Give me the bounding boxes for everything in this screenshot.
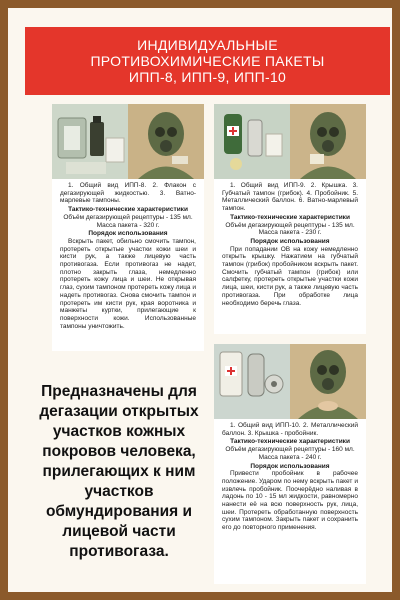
- soldier-gasmask-illustration: [128, 104, 204, 179]
- title-line-2: ПРОТИВОХИМИЧЕСКИЕ ПАКЕТЫ: [90, 53, 325, 69]
- ipp-9-caption: 1. Общий вид ИПП-9. 2. Крышка. 3. Губчатый тампон (грибок). 4. Пробойник. 5. Металлический баллон. 6. Ватно-марлевый тампон.: [222, 182, 358, 213]
- ipp-8-tth-mass: Масса пакета - 320 г.: [96, 221, 160, 229]
- ipp-9-tth-heading: Тактико-технические характеристики: [230, 213, 350, 221]
- photo-strip-ipp-9: [214, 104, 366, 179]
- title-line-1: ИНДИВИДУАЛЬНЫЕ: [137, 37, 278, 53]
- ipp-10-tth-heading: Тактико-технические характеристики: [230, 438, 350, 446]
- panel-ipp-9-text: [222, 182, 358, 307]
- ipp-8-usage-heading: Порядок использования: [88, 230, 168, 238]
- panel-ipp-8-text: [60, 182, 196, 330]
- ipp-9-usage-text: При попадании ОВ на кожу немедленно открыть крышку. Нажатием на губчатый тампон (грибок) пробойником вскрыть пакет. Смочить губчатый тампон (грибок) или салфетку, протереть открытые участки кожи лица, шеи, кисти рук, а также лицевую часть противогаза. При обработке лица необходимо беречь глаза.: [222, 245, 358, 307]
- title-line-3: ИПП-8, ИПП-9, ИПП-10: [128, 69, 287, 85]
- ipp-9-tth-volume: Объём дегазирующей рецептуры - 135 мл. Масса пакета - 230 г.: [225, 221, 355, 237]
- ipp-10-caption: 1. Общий вид ИПП-10. 2. Металлический баллон. 3. Крышка - пробойник.: [222, 422, 358, 437]
- panel-ipp-9: [214, 104, 366, 334]
- photo-strip-ipp-10: [214, 344, 366, 419]
- panel-ipp-8: [52, 104, 204, 351]
- ipp-10-kit-illustration: [214, 344, 290, 419]
- ipp-10-tth-mass: Масса пакета - 240 г.: [258, 453, 322, 461]
- ipp-8-caption: 1. Общий вид ИПП-8. 2. Флакон с дегазирующей жидкостью. 3. Ватно-марлевые тампоны.: [60, 182, 196, 205]
- panel-ipp-10-text: [222, 422, 358, 532]
- ipp-9-kit-illustration: [214, 104, 290, 179]
- soldier-gasmask-illustration: [290, 344, 366, 419]
- panel-ipp-10: [214, 344, 366, 584]
- ipp-10-usage-heading: Порядок использования: [250, 462, 330, 470]
- ipp-10-tth-volume: Объём дегазирующей рецептуры - 160 мл.: [225, 446, 355, 454]
- title-banner: [25, 27, 390, 95]
- ipp-10-usage-text: Привести пробойник в рабочее положение. Ударом по нему вскрыть пакет и извлечь пробойник. Поочерёдно наливая в ладонь по 10 - 15 мл жидкости, равномерно нанести её на всю поверхность рук, лица, шеи. Протереть обработанную поверхность сухим тампоном. Закрыть пакет и сохранить его до повторного применения.: [222, 470, 358, 532]
- photo-strip-ipp-8: [52, 104, 204, 179]
- ipp-9-usage-heading: Порядок использования: [250, 237, 330, 245]
- soldier-gasmask-illustration: [290, 104, 366, 179]
- purpose-statement: Предназначены для дегазации открытых участков кожных покровов человека, прилегающих к ним участков обмундирования и лицевой части противогаза.: [39, 383, 199, 560]
- ipp-8-tth-heading: Тактико-технические характеристики: [68, 206, 188, 214]
- ipp-8-kit-illustration: [52, 104, 128, 179]
- ipp-8-usage-text: Вскрыть пакет, обильно смочить тампон, протереть открытые участки кожи шеи и кисти рук, а также лицевую часть противогаза. Если противогаз не надет, плотно закрыть глаза, немедленно протереть кожу лица и шеи. Не открывая глаз, сухим тампоном протереть кожу лица и надеть противогаз. Снова смочить тампон и протереть им кисти рук, края воротника и манжеты куртки, прилегающие к поверхности кожи. Использованные тампоны уничтожить.: [60, 237, 196, 330]
- ipp-8-tth-volume: Объём дегазирующей рецептуры - 135 мл.: [63, 213, 193, 221]
